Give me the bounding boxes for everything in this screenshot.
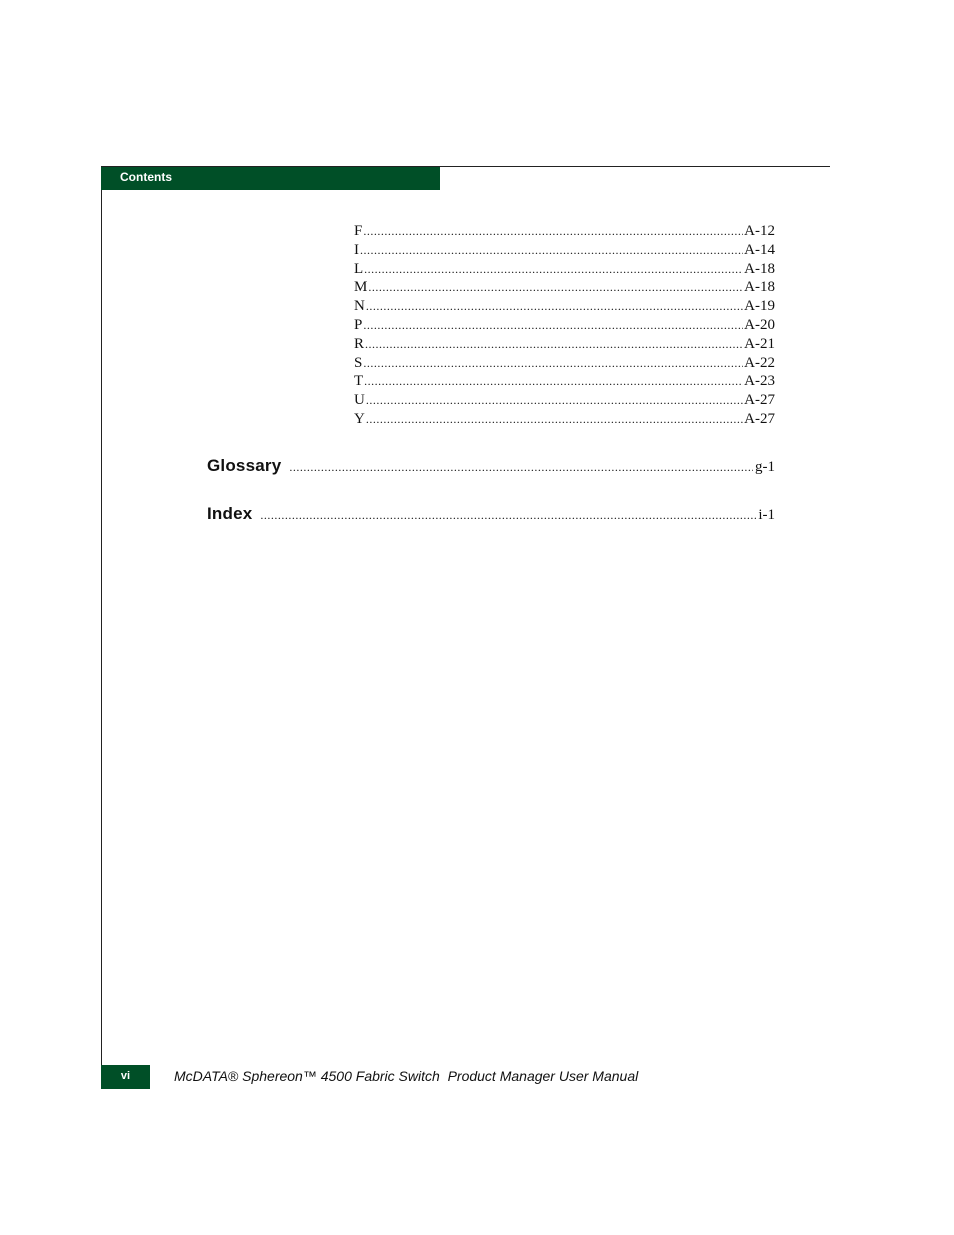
toc-entry-label: T <box>354 373 364 390</box>
toc-entry-label: L <box>354 260 364 277</box>
toc-entry[interactable] <box>354 222 775 241</box>
toc-entry[interactable] <box>354 260 775 279</box>
toc-entry-page: A-21 <box>744 335 775 352</box>
toc-entry-label: N <box>354 298 365 315</box>
section-header <box>101 167 440 190</box>
toc-entry-page: A-27 <box>744 392 775 409</box>
toc-entry-label: P <box>354 316 363 333</box>
toc-entry-label: S <box>354 354 363 371</box>
toc-glossary-entry[interactable] <box>207 456 775 476</box>
footer-title: McDATA® Sphereon™ 4500 Fabric Switch Product Manager User Manual <box>174 1068 639 1084</box>
index-page: i-1 <box>758 507 775 523</box>
leader-dots <box>366 297 743 316</box>
index-title: Index <box>207 504 253 523</box>
left-rule <box>101 166 102 1089</box>
toc-entry-page: A-18 <box>744 279 775 296</box>
toc-entry[interactable] <box>354 354 775 373</box>
toc-entry-label: I <box>354 241 359 258</box>
leader-dots <box>368 278 743 297</box>
leader-dots <box>366 410 743 429</box>
toc-entry-label: R <box>354 335 365 352</box>
toc-entry-page: A-12 <box>744 223 775 239</box>
toc-entry-label: M <box>354 279 368 296</box>
toc-entry[interactable] <box>354 241 775 260</box>
page-number-badge <box>101 1065 150 1089</box>
toc-entry[interactable] <box>354 391 775 410</box>
toc-entry-page: A-20 <box>744 316 775 333</box>
page-number: vi <box>120 1070 131 1082</box>
toc-entry[interactable] <box>354 297 775 316</box>
toc-entry-label: U <box>354 392 365 409</box>
leader-dots <box>363 222 743 241</box>
toc-entry-page: A-27 <box>744 410 775 427</box>
toc-appendix-list <box>354 222 775 429</box>
leader-dots <box>364 260 743 279</box>
glossary-title: Glossary <box>207 456 282 475</box>
toc-entry[interactable] <box>354 278 775 297</box>
leader-dots <box>363 354 743 373</box>
leader-dots <box>360 241 743 260</box>
toc-entry-page: A-22 <box>744 354 775 371</box>
leader-dots <box>260 508 756 523</box>
toc-entry-page: A-14 <box>744 241 775 258</box>
glossary-page: g-1 <box>755 459 775 475</box>
toc-entry[interactable] <box>354 410 775 429</box>
leader-dots <box>365 335 743 354</box>
toc-entry-page: A-19 <box>744 298 775 315</box>
toc-entry-page: A-18 <box>744 260 775 277</box>
toc-entry[interactable] <box>354 316 775 335</box>
leader-dots <box>363 316 743 335</box>
toc-index-entry[interactable] <box>207 504 775 524</box>
toc-entry-label: Y <box>354 410 365 427</box>
toc-entry[interactable] <box>354 335 775 354</box>
leader-dots <box>289 460 753 475</box>
toc-entry[interactable] <box>354 372 775 391</box>
leader-dots <box>366 391 743 410</box>
leader-dots <box>364 372 743 391</box>
toc-entry-page: A-23 <box>744 373 775 390</box>
toc-entry-label: F <box>354 223 363 239</box>
section-header-title: Contents <box>120 170 172 184</box>
